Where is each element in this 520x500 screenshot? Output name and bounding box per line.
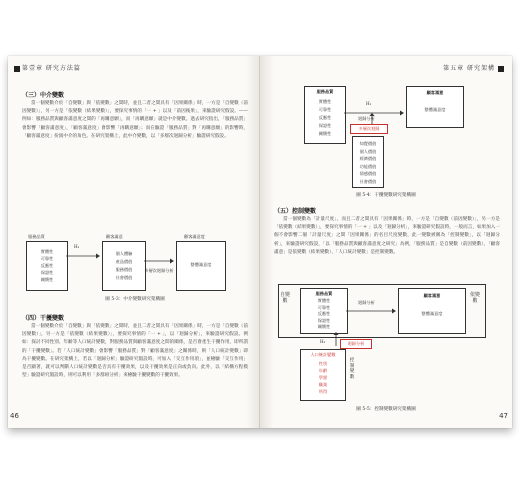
fig5-ctrl-connector bbox=[332, 332, 340, 346]
fig5-box1-title: 服務品質 bbox=[315, 291, 333, 296]
right-page bbox=[260, 56, 512, 428]
fig3-box3 bbox=[176, 241, 226, 291]
right-running-header bbox=[443, 62, 504, 76]
fig4-moderator-item: 社會價值 bbox=[359, 178, 377, 184]
fig5-h1-sub: 迴歸分析 bbox=[347, 341, 365, 346]
fig5-ctrl-item: 所得 bbox=[318, 389, 328, 394]
fig3-arrow2 bbox=[144, 256, 174, 266]
fig5-ctrl-item: 學歷 bbox=[318, 375, 328, 380]
fig5-ctrl-item: 年齡 bbox=[318, 368, 328, 373]
fig5-ctrl-item: 性別 bbox=[318, 361, 328, 366]
fig4-box1-item: 關懷性 bbox=[318, 131, 332, 136]
fig5-box1-item: 實體性 bbox=[317, 298, 331, 303]
fig5-box1-item: 保證性 bbox=[317, 317, 331, 323]
fig4-moderator-box bbox=[352, 136, 384, 188]
fig5-box2 bbox=[398, 288, 466, 334]
fig3-box2-item: 個人體驗 bbox=[115, 251, 133, 256]
header-block-icon bbox=[498, 66, 504, 72]
left-running-header bbox=[14, 62, 81, 76]
fig3-box2-item: 服務價值 bbox=[115, 267, 133, 272]
fig3-box1-item: 可靠性 bbox=[40, 256, 54, 261]
fig4-moderator-arrow bbox=[368, 113, 376, 125]
fig5-box2-inner: 整體滿意度 bbox=[421, 311, 443, 316]
fig5-left-label: 自變數 bbox=[280, 292, 291, 304]
fig4-box1-item: 實體性 bbox=[318, 99, 332, 104]
fig5-ctrl-label: 控制變數 bbox=[349, 358, 355, 380]
fig4-box2-title: 顧客滿意 bbox=[426, 90, 444, 95]
section3-title: （三）中介變數 bbox=[22, 92, 65, 99]
fig5-box1-items bbox=[301, 298, 347, 331]
fig5-arrow1-label: 迴歸分析 bbox=[358, 300, 375, 305]
fig3-box1-item: 反應性 bbox=[40, 263, 54, 268]
fig5-ctrl-title: 人口統計變數 bbox=[310, 352, 336, 357]
header-block-icon bbox=[14, 66, 20, 72]
fig3-arrow2-label: 多層次迴歸分析 bbox=[144, 268, 174, 273]
fig4-box1-item: 反應性 bbox=[318, 115, 332, 120]
fig4-moderator-item: 個人價值 bbox=[359, 148, 377, 154]
fig4-h1-label: H₁ bbox=[366, 101, 372, 106]
section4-title: （四）干擾變數 bbox=[22, 315, 65, 322]
section4-paragraph: 當一個變數介於「自變數」與「依變數」之間時，並且二者之間具有「因果關係」時，一方是「自變數（前因變數）」，另一方是「依變數（結果變數）」，要探究事情的「一 + 」，以「迴歸分析」，來驗證研究假設。例如：探討不同性別、年齡等人口統計變數，對服務品質與顧客滿意度之間的關係，是否會產生干擾作用，即所謂的「干擾變數」。若「人口統計變數」會影響「服務品質」對「顧客滿意度」之關係時，則「人口統計變數」即為干擾變數。在研究架構上，若以「迴歸分析」驗證研究假設時，可加入「交互作用項」，並檢驗「交互作用」是否顯著，就可以判斷人口統計變數是否具有干擾效果，以及干擾效果是正向或負向。此外，以「結構方程模型」驗證研究假設時，則可以利用「多群組分析」來檢驗干擾變數的干擾效果。 bbox=[22, 324, 248, 379]
fig4-box2-inner: 整體滿意度 bbox=[424, 107, 446, 112]
fig3-box3-title: 顧客滿意度 bbox=[184, 234, 205, 239]
fig4-moderator-item: 情感價值 bbox=[359, 171, 377, 176]
fig3-box2-item: 產品價值 bbox=[115, 259, 133, 264]
right-header-text: 第五章 研究架構 bbox=[443, 65, 495, 72]
fig5-box1 bbox=[300, 288, 348, 334]
fig5-h1-label: H₁ bbox=[320, 339, 326, 344]
fig3-box2-item: 社會價值 bbox=[115, 275, 133, 280]
left-page bbox=[8, 56, 260, 428]
left-header-text: 第壹章 研究方法篇 bbox=[22, 65, 81, 72]
fig4-moderator-items bbox=[353, 140, 383, 185]
fig3-box2-title: 顧客滿意 bbox=[106, 234, 123, 239]
fig4-moderator-item: 經濟價值 bbox=[359, 156, 377, 161]
fig3-box1-item: 關懷性 bbox=[40, 277, 54, 282]
fig3-box1-item: 保證性 bbox=[40, 270, 54, 275]
fig4-moderator-label: 多層次迴歸 bbox=[358, 126, 380, 131]
fig4-moderator-item: 知覺價值 bbox=[359, 141, 377, 146]
fig3-box2-items bbox=[103, 250, 145, 282]
fig4-box1-item: 可靠性 bbox=[318, 107, 332, 112]
fig3-box1-title: 服務品質 bbox=[28, 234, 45, 239]
right-page-number: 47 bbox=[499, 412, 508, 420]
fig3-arrow1-label: H₁ bbox=[74, 244, 80, 249]
fig3-box3-inner: 整體滿意度 bbox=[190, 262, 212, 267]
fig5-ctrl-items bbox=[301, 360, 345, 395]
section3-paragraph: 當一個變數介於「自變數」與「依變數」之間時，並且二者之間具有「因果關係」時，一方是「自變數（前因變數）」，另一方是「依變數（結果變數）」，要探究事情的「一 + 」以及「前因後果」，來驗證研究假設。——例如：服務品質與顧客滿意度之間的「再購意願」，而「再購意願」就是中介變數。過去研究指出，「服務品質」會影響「顧客滿意度」，「顧客滿意度」會影響「再購意願」；而在驗證「服務品質」對「再購意願」的影響時，「顧客滿意度」扮演中介的角色。在研究架構上，此中介變數，以「多層次迴歸分析」驗證研究假設。 bbox=[22, 101, 248, 139]
section5-paragraph: 當一個變數為「計量尺度」，而且二者之間具有「因果關係」時，一方是「自變數（前因變數）」，另一方是「依變數（結果變數）」，要探究事情的「一 + 」以及「迴歸分析」，來驗證研究假設時，一般而言，如果加入一個不會影響二個「計量尺度」之間「因果關係」的名目尺度變數，此一變數被稱為「控制變數」，以「迴歸分析」，來驗證研究假設，「以「服務品質與顧客滿意度之研究」為例，「服務品質」是自變數（前因變數），「顧客滿意」是依變數（結果變數），「人口統計變數」是控制變數。 bbox=[274, 217, 500, 255]
fig5-box1-item: 反應性 bbox=[317, 311, 331, 317]
fig5-arrow1 bbox=[346, 306, 396, 316]
fig4-box1-item: 保證性 bbox=[318, 123, 332, 128]
section5-title: （五）控制變數 bbox=[274, 208, 317, 215]
fig4-box1-title: 服務品質 bbox=[316, 89, 334, 94]
fig5-ctrl-box bbox=[300, 349, 346, 401]
fig5-box1-item: 可靠性 bbox=[317, 304, 331, 310]
fig5-box1-item: 關懷性 bbox=[317, 324, 331, 330]
fig5-right-label: 依變數 bbox=[470, 292, 481, 304]
fig3-box1 bbox=[26, 241, 68, 291]
fig3-caption: 圖 5-3：中介變數研究架構圖 bbox=[105, 297, 165, 302]
fig3-box2 bbox=[102, 241, 146, 291]
fig4-arrow1-sub: 迴歸分析 bbox=[358, 116, 375, 121]
fig4-moderator-item: 功能價值 bbox=[359, 163, 377, 169]
fig3-box1-items bbox=[27, 248, 67, 283]
fig5-box2-title: 顧客滿意 bbox=[423, 293, 441, 298]
fig3-box1-item: 實體性 bbox=[40, 249, 54, 254]
fig4-box2 bbox=[406, 86, 464, 128]
left-page-number: 46 bbox=[10, 412, 19, 420]
fig4-moderator-label-box bbox=[350, 124, 388, 134]
book-spread bbox=[8, 56, 512, 428]
fig5-ctrl-item: 職業 bbox=[318, 382, 328, 387]
fig4-box1-items bbox=[305, 98, 345, 138]
fig5-caption: 圖 5-5：控制變數研究架構圖 bbox=[356, 407, 416, 412]
fig4-caption: 圖 5-4：干擾變數研究架構圖 bbox=[356, 193, 416, 198]
fig4-box1 bbox=[304, 86, 346, 144]
fig3-arrow1 bbox=[66, 251, 100, 261]
fig5-h1-sub-box bbox=[340, 339, 372, 349]
